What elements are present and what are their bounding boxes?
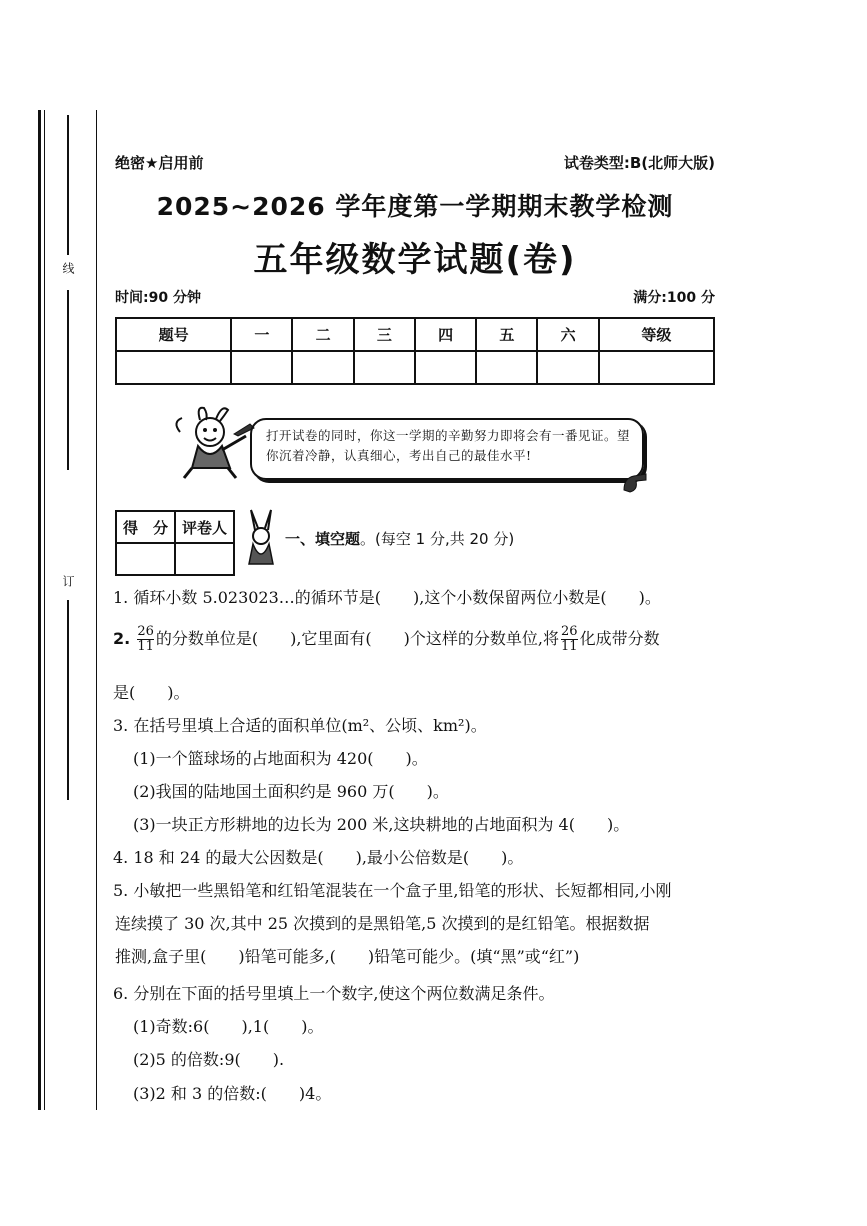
- grader-cell[interactable]: [175, 543, 234, 575]
- cartoon-character-icon: [170, 402, 255, 482]
- question-6: 6. 分别在下面的括号里填上一个数字,使这个两位数满足条件。: [113, 984, 555, 1003]
- score-header-cell: 四: [415, 318, 476, 351]
- score-label: 得 分: [116, 511, 175, 543]
- binding-dash: [67, 115, 69, 255]
- exam-subtitle: 五年级数学试题(卷): [253, 240, 577, 280]
- question-2-cont: 是( )。: [113, 683, 190, 702]
- question-2-text-b: 化成带分数: [579, 629, 660, 648]
- paper-type: 试卷类型:B(北师大版): [563, 154, 715, 172]
- binding-label-staple: 订: [61, 575, 75, 587]
- banner-text: 打开试卷的同时，你这一学期的辛勤努力即将会有一番见证。望你沉着冷静，认真细心，考出自己的最佳水平!: [266, 428, 631, 463]
- grading-box: [115, 510, 235, 576]
- exam-title: 2025~2026 学年度第一学期期末教学检测: [156, 192, 674, 221]
- binding-dash: [67, 290, 69, 470]
- secret-label: 绝密★启用前: [115, 154, 204, 172]
- score-cell[interactable]: [354, 351, 415, 384]
- question-2-text-a: 的分数单位是( ),它里面有( )个这样的分数单位,将: [155, 629, 560, 648]
- question-6-2: (2)5 的倍数:9( ).: [133, 1050, 285, 1069]
- question-number: 2.: [113, 629, 131, 648]
- grading-header-row: [116, 511, 234, 543]
- binding-dash: [67, 600, 69, 800]
- binding-line-outer: [38, 110, 41, 1110]
- fraction-numerator: 26: [137, 624, 154, 639]
- binding-line-inner: [44, 110, 45, 1110]
- banner-box: [250, 418, 644, 480]
- score-header-cell: 六: [537, 318, 598, 351]
- score-input-row: [116, 351, 714, 384]
- score-cell[interactable]: [116, 351, 231, 384]
- score-cell[interactable]: [476, 351, 537, 384]
- fraction-denominator: 11: [561, 639, 578, 654]
- section-title-main: 一、填空题: [285, 530, 361, 548]
- score-header-cell: 二: [292, 318, 353, 351]
- score-header-cell: 等级: [599, 318, 714, 351]
- meta-row: [115, 287, 715, 307]
- encouragement-banner: [170, 400, 670, 500]
- binding-line-right: [96, 110, 97, 1110]
- fraction-numerator: 26: [561, 624, 578, 639]
- score-header-cell: 题号: [116, 318, 231, 351]
- question-4: 4. 18 和 24 的最大公因数是( ),最小公倍数是( )。: [113, 848, 524, 867]
- section-title: [285, 528, 514, 549]
- question-5-line-3: 推测,盒子里( )铅笔可能多,( )铅笔可能少。(填“黑”或“红”): [115, 947, 580, 966]
- hand-icon: [620, 468, 650, 494]
- question-2: [113, 625, 660, 654]
- score-cell[interactable]: [599, 351, 714, 384]
- full-score-label: 满分:100 分: [633, 290, 715, 306]
- grading-input-row: [116, 543, 234, 575]
- fraction: [137, 625, 154, 654]
- score-header-cell: 三: [354, 318, 415, 351]
- score-header-row: [116, 318, 714, 351]
- question-3: 3. 在括号里填上合适的面积单位(m²、公顷、km²)。: [113, 716, 487, 735]
- section-title-note: 。(每空 1 分,共 20 分): [360, 530, 515, 548]
- header-row: [115, 152, 715, 173]
- question-5-line-1: 5. 小敏把一些黑铅笔和红铅笔混装在一个盒子里,铅笔的形状、长短都相同,小刚: [113, 881, 672, 900]
- binding-label-line: 线: [61, 262, 75, 274]
- score-cell[interactable]: [537, 351, 598, 384]
- fraction: [561, 625, 578, 654]
- score-cell[interactable]: [415, 351, 476, 384]
- score-header-cell: 五: [476, 318, 537, 351]
- question-1: 1. 循环小数 5.023023…的循环节是( ),这个小数保留两位小数是( )。: [113, 588, 661, 607]
- section-score-cell[interactable]: [116, 543, 175, 575]
- score-header-cell: 一: [231, 318, 292, 351]
- time-label: 时间:90 分钟: [115, 290, 201, 306]
- rabbit-icon: [243, 508, 281, 568]
- question-3-1: (1)一个篮球场的占地面积为 420( )。: [133, 749, 428, 768]
- score-cell[interactable]: [292, 351, 353, 384]
- score-cell[interactable]: [231, 351, 292, 384]
- fraction-denominator: 11: [137, 639, 154, 654]
- question-3-2: (2)我国的陆地国土面积约是 960 万( )。: [133, 782, 449, 801]
- question-6-3: (3)2 和 3 的倍数:( )4。: [133, 1084, 332, 1103]
- question-3-3: (3)一块正方形耕地的边长为 200 米,这块耕地的占地面积为 4( )。: [133, 815, 630, 834]
- question-5-line-2: 连续摸了 30 次,其中 25 次摸到的是黑铅笔,5 次摸到的是红铅笔。根据数据: [115, 914, 650, 933]
- score-table: [115, 317, 715, 385]
- question-6-1: (1)奇数:6( ),1( )。: [133, 1017, 324, 1036]
- grader-label: 评卷人: [175, 511, 234, 543]
